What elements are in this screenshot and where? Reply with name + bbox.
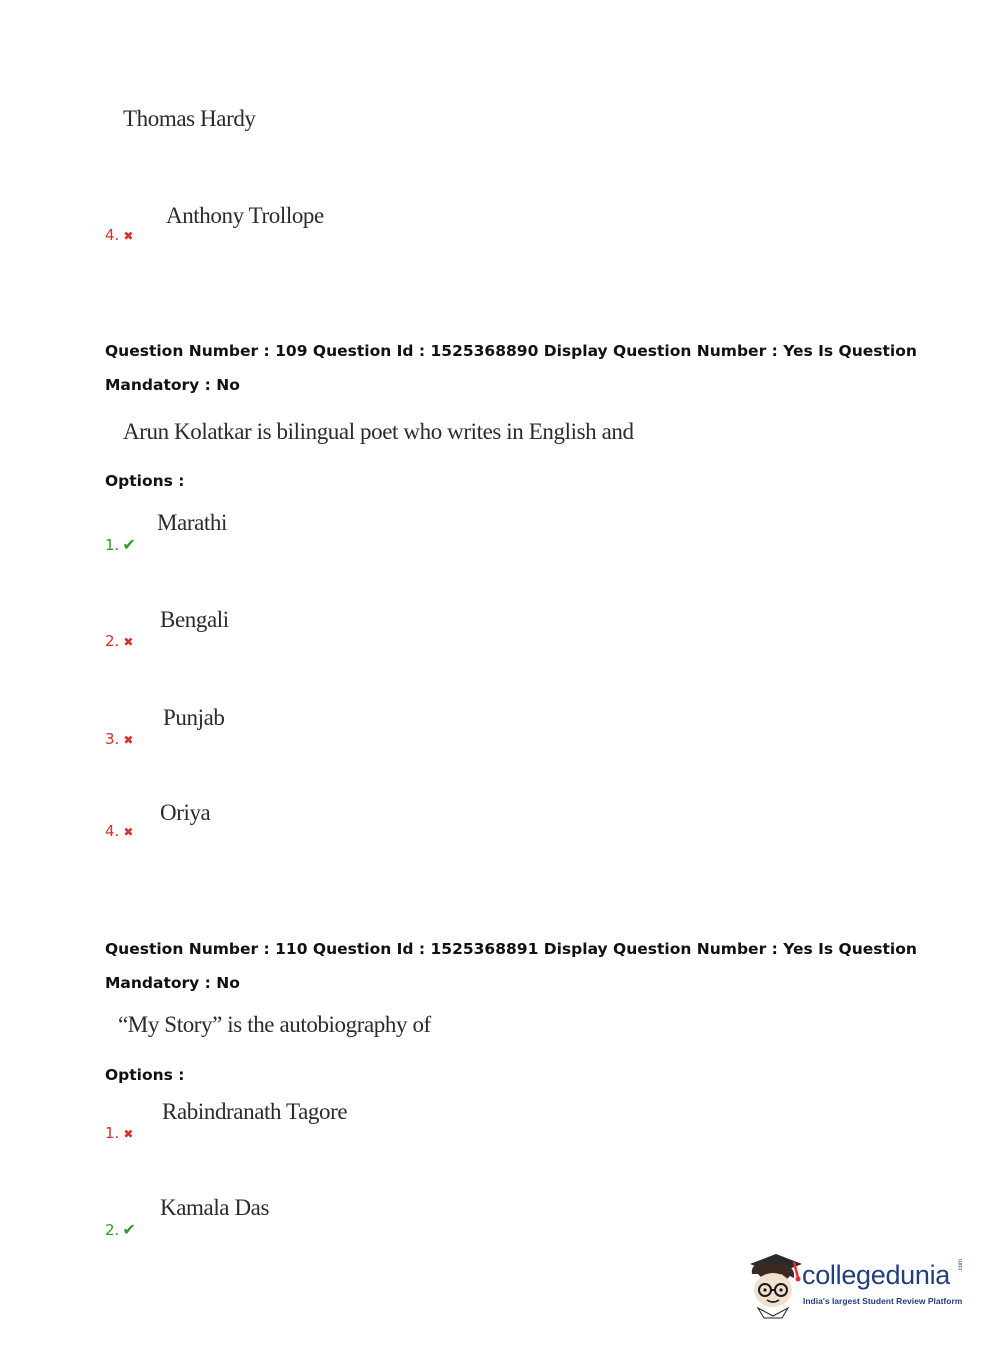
check-icon: ✔ <box>122 535 136 554</box>
logo-tagline: India's largest Student Review Platform <box>803 1296 963 1306</box>
collegedunia-logo <box>742 1250 968 1320</box>
option-number: 2. <box>105 1221 120 1239</box>
question-meta-line: Question Number : 110 Question Id : 1525368891 Display Question Number : Yes Is Question <box>105 940 917 958</box>
option-marker <box>105 822 133 840</box>
option-number: 3. <box>105 730 120 748</box>
question-meta-line: Mandatory : No <box>105 376 240 394</box>
option-text: Rabindranath Tagore <box>162 1099 348 1124</box>
option-text: Oriya <box>160 800 211 825</box>
cross-icon: ✖ <box>123 825 134 839</box>
cross-icon: ✖ <box>123 1127 134 1141</box>
option-text: Kamala Das <box>160 1195 270 1220</box>
option-number: 1. <box>105 1124 120 1142</box>
question-meta-line: Question Number : 109 Question Id : 1525368890 Display Question Number : Yes Is Question <box>105 342 917 360</box>
option-number: 1. <box>105 536 120 554</box>
cross-icon: ✖ <box>123 229 134 243</box>
option-marker <box>105 1220 136 1239</box>
option-text: Marathi <box>157 510 228 535</box>
logo-wordmark: collegedunia <box>802 1260 951 1290</box>
question-text: Arun Kolatkar is bilingual poet who writes in English and <box>123 419 634 444</box>
logo-domain-suffix: .com <box>958 1258 964 1272</box>
option-text-thomas-hardy: Thomas Hardy <box>123 106 256 131</box>
check-icon: ✔ <box>122 1220 136 1239</box>
option-marker <box>105 535 136 554</box>
question-text: “My Story” is the autobiography of <box>118 1012 431 1037</box>
option-marker <box>105 1124 133 1142</box>
option-text: Punjab <box>163 705 225 730</box>
mascot-icon <box>742 1250 804 1320</box>
option-marker <box>105 730 133 748</box>
options-label: Options : <box>105 472 185 490</box>
option-number: 4. <box>105 226 120 244</box>
question-meta-line: Mandatory : No <box>105 974 240 992</box>
option-text: Bengali <box>160 607 229 632</box>
option-marker <box>105 632 133 650</box>
option-marker <box>105 226 133 244</box>
cross-icon: ✖ <box>123 635 134 649</box>
options-label: Options : <box>105 1066 185 1084</box>
option-number: 2. <box>105 632 120 650</box>
option-number: 4. <box>105 822 120 840</box>
option-text: Anthony Trollope <box>166 203 324 228</box>
cross-icon: ✖ <box>123 733 134 747</box>
